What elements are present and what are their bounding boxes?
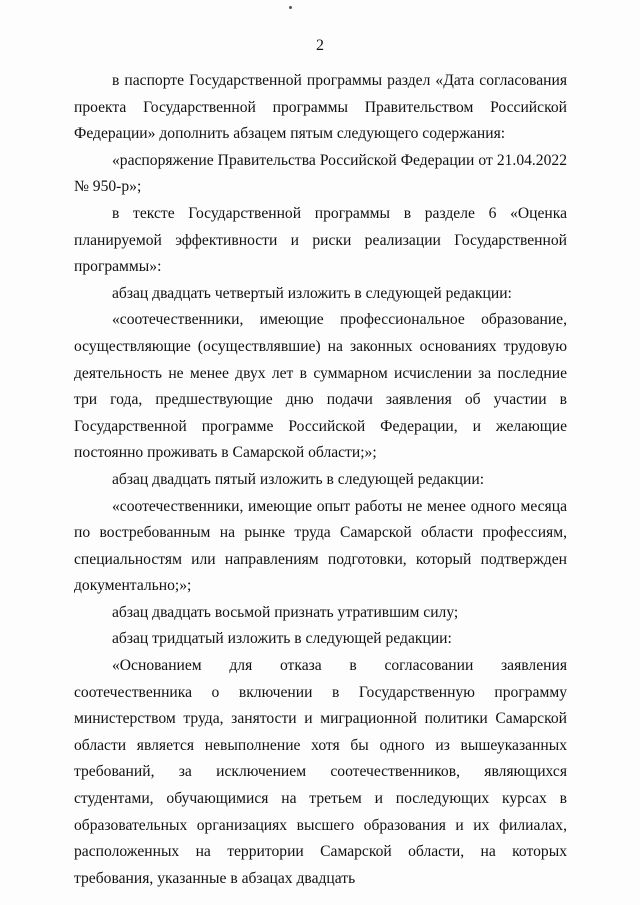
document-body <box>74 68 567 892</box>
paragraph-section-6-intro: в тексте Государственной программы в разделе 6 «Оценка планируемой эффективности и риски реализации Государственной программы»: <box>74 204 567 276</box>
paragraph-government-order: «распоряжение Правительства Российской Федерации от 21.04.2022 № 950-р»; <box>74 151 567 196</box>
paragraph-passport-amendment: в паспорте Государственной программы раздел «Дата согласования проекта Государственной программы Правительством Российской Федерации» дополнить абзацем пятым следующего содержания: <box>74 72 567 143</box>
paragraph-clause-24-text: «соотечественники, имеющие профессиональное образование, осуществляющие (осуществлявшие) на законных основаниях трудовую деятельность не менее двух лет в суммарном исчислении за последние три года, предшествующие дню подачи заявления об участии в Государственной программе Российской Федерации, и желающие постоянно проживать в Самарской области;»; <box>74 311 567 462</box>
paragraph-clause-30-text: «Основанием для отказа в согласовании заявления соотечественника о включении в Государственную программу министерством труда, занятости и миграционной политики Самарской области является невыполнение хотя бы одного из вышеуказанных требований, за исключением соотечественников, являющихся студентами, обучающимися на третьем и последующих курсах в образовательных организациях высшего образования и их филиалах, расположенных на территории Самарской области, на которых требования, указанные в абзацах двадцать <box>74 657 567 887</box>
paragraph-clause-25-text: «соотечественники, имеющие опыт работы не менее одного месяца по востребованным на рынке труда Самарской области профессиям, специальностям или направлениям подготовки, который подтвержден документально;»; <box>74 497 567 595</box>
paragraph-clause-24-heading: абзац двадцать четвертый изложить в следующей редакции: <box>112 284 512 302</box>
paragraph-clause-30-heading: абзац тридцатый изложить в следующей редакции: <box>112 630 452 648</box>
paragraph-clause-28: абзац двадцать восьмой признать утратившим силу; <box>112 603 459 621</box>
scan-speck <box>289 6 292 9</box>
page-number: 2 <box>316 37 324 54</box>
paragraph-clause-25-heading: абзац двадцать пятый изложить в следующей редакции: <box>112 470 485 488</box>
